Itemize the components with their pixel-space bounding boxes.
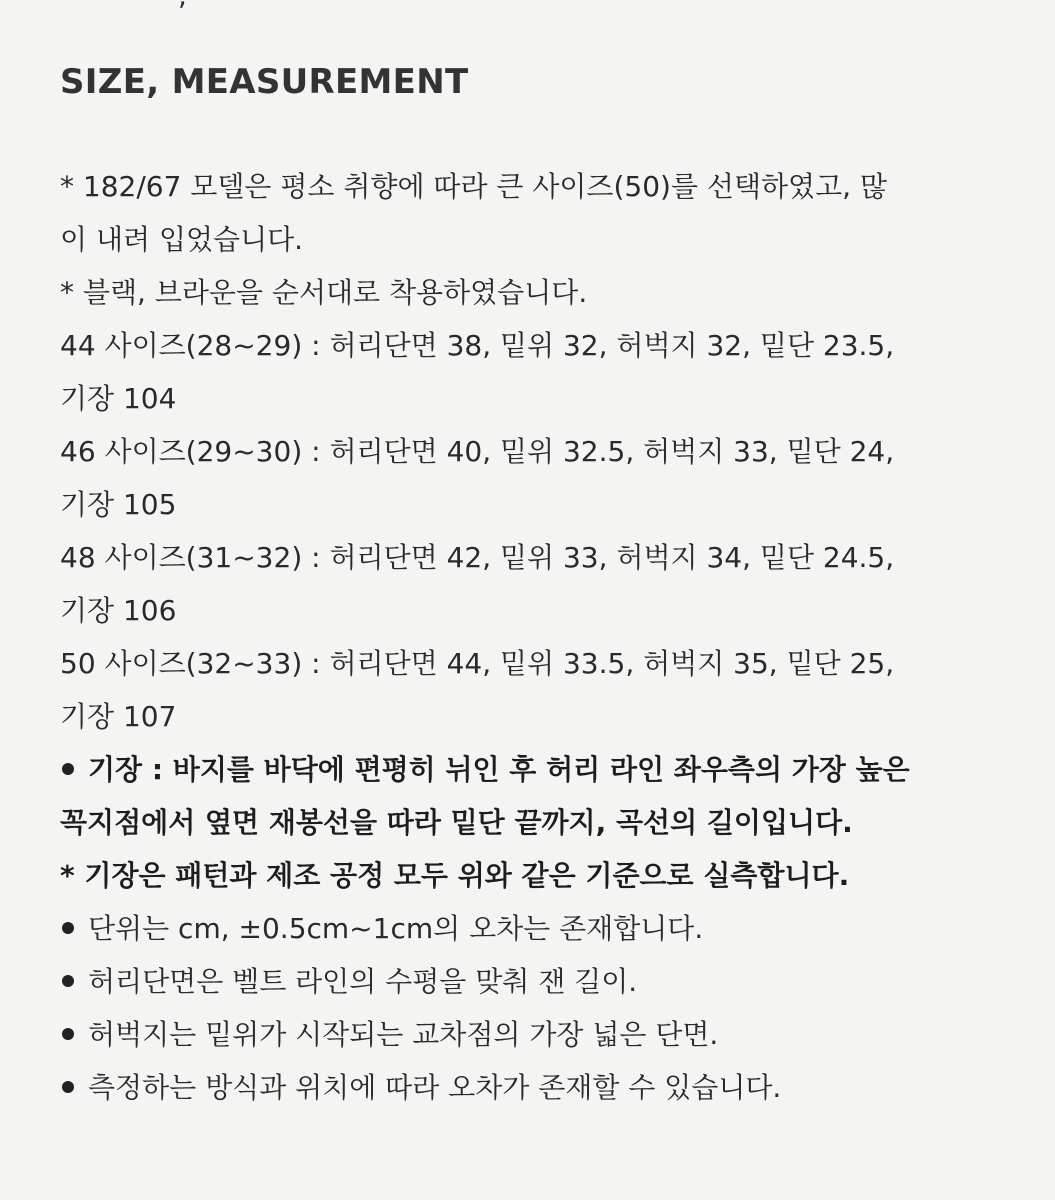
- method-note-text: 측정하는 방식과 위치에 따라 오차가 존재할 수 있습니다.: [88, 1071, 782, 1104]
- bullet-dot-icon: [62, 1028, 74, 1040]
- size-44-line-2: 기장 104: [60, 382, 177, 415]
- measurement-content: [60, 160, 1020, 1114]
- color-note-line: * 블랙, 브라운을 순서대로 착용하였습니다.: [60, 276, 588, 309]
- size-50-line-1: 50 사이즈(32~33) : 허리단면 44, 밑위 33.5, 허벅지 35, 밑단 25,: [60, 647, 895, 680]
- bullet-dot-icon: [62, 922, 74, 934]
- model-note-line-1: * 182/67 모델은 평소 취향에 따라 큰 사이즈(50)를 선택하였고, 많: [60, 170, 887, 203]
- size-46-line-2: 기장 105: [60, 488, 177, 521]
- size-50-line-2: 기장 107: [60, 700, 177, 733]
- method-note-line: [60, 1061, 1020, 1114]
- unit-note-text: 단위는 cm, ±0.5cm~1cm의 오차는 존재합니다.: [88, 912, 704, 945]
- size-48-line-1: 48 사이즈(31~32) : 허리단면 42, 밑위 33, 허벅지 34, 밑단 24.5,: [60, 541, 895, 574]
- bullet-dot-icon: [62, 1081, 74, 1093]
- length-note-line: * 기장은 패턴과 제조 공정 모두 위와 같은 기준으로 실측합니다.: [60, 859, 850, 892]
- waist-note-text: 허리단면은 벨트 라인의 수평을 맞춰 잰 길이.: [88, 965, 638, 998]
- model-note-line-2: 이 내려 입었습니다.: [60, 223, 304, 256]
- size-44-line-1: 44 사이즈(28~29) : 허리단면 38, 밑위 32, 허벅지 32, 밑단 23.5,: [60, 329, 895, 362]
- length-definition-line-1: [60, 743, 1020, 796]
- length-definition-text: 기장 : 바지를 바닥에 편평히 뉘인 후 허리 라인 좌우측의 가장 높은: [88, 753, 910, 786]
- unit-note-line: [60, 902, 1020, 955]
- length-definition-line-2: 꼭지점에서 옆면 재봉선을 따라 밑단 끝까지, 곡선의 길이입니다.: [60, 806, 853, 839]
- bullet-dot-icon: [62, 763, 74, 775]
- cropped-text-fragment: [178, 0, 188, 6]
- thigh-note-line: [60, 1008, 1020, 1061]
- thigh-note-text: 허벅지는 밑위가 시작되는 교차점의 가장 넓은 단면.: [88, 1018, 719, 1051]
- bullet-dot-icon: [62, 975, 74, 987]
- product-detail-page: [60, 0, 1020, 1200]
- waist-note-line: [60, 955, 1020, 1008]
- size-46-line-1: 46 사이즈(29~30) : 허리단면 40, 밑위 32.5, 허벅지 33, 밑단 24,: [60, 435, 895, 468]
- size-48-line-2: 기장 106: [60, 594, 177, 627]
- section-title: SIZE, MEASUREMENT: [60, 62, 469, 102]
